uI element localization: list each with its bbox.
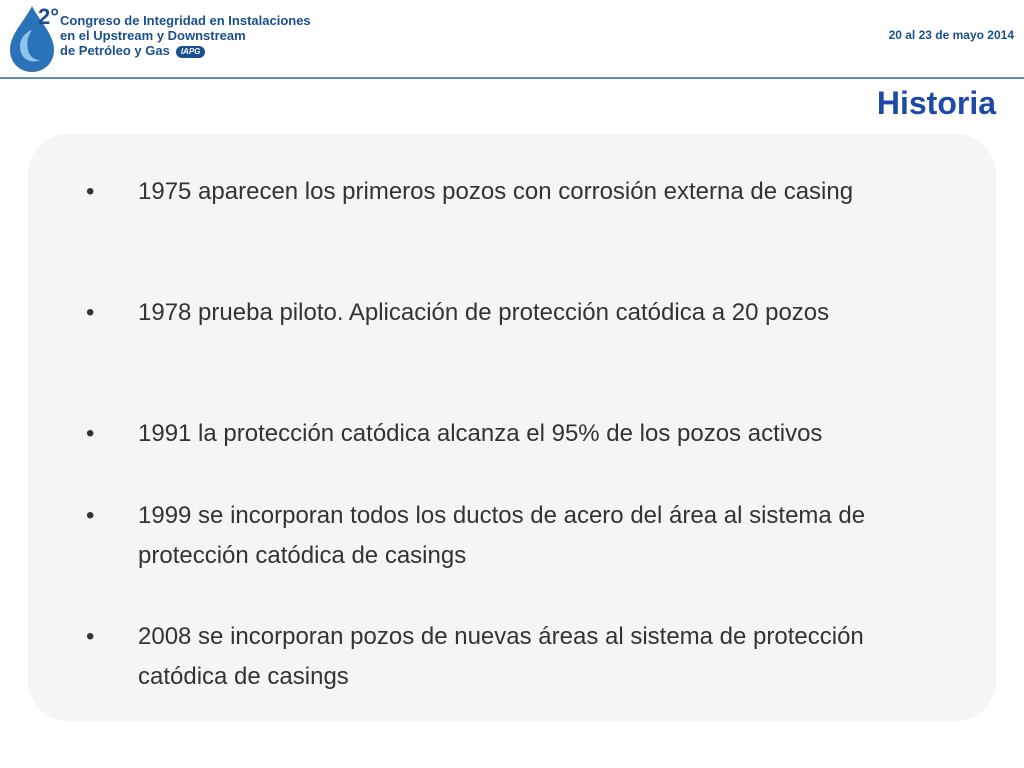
logo-number: 2° [38,4,60,29]
logo-text [60,13,311,58]
event-date: 20 al 23 de mayo 2014 [888,28,1014,42]
bullet-dot: • [86,502,95,529]
congress-logo [6,0,311,74]
bullet-text: 1999 se incorporan todos los ductos de acero del área al sistema de protección catódica de casings [138,502,866,569]
logo-line-2: en el Upstream y Downstream [60,28,246,43]
bullet-text: 1991 la protección catódica alcanza el 95% de los pozos activos [138,420,823,447]
header-divider [0,77,1024,79]
bullet-dot: • [86,420,95,447]
logo-line-1: Congreso de Integridad en Instalaciones [60,13,311,28]
logo-line-3 [60,43,311,58]
bullet-text: 1975 aparecen los primeros pozos con corrosión externa de casing [138,178,854,205]
iapg-badge: IAPG [176,46,206,58]
bullet-dot: • [86,178,95,205]
slide-title: Historia [876,85,996,121]
bullet-text: 2008 se incorporan pozos de nuevas áreas al sistema de protección catódica de casings [138,623,864,690]
water-drop-logo-icon [6,0,66,74]
slide-header [0,0,1024,78]
logo-line-3-text: de Petróleo y Gas [60,43,170,58]
bullet-dot: • [86,623,95,650]
content-panel [28,134,996,721]
bullet-dot: • [86,299,95,326]
bullet-text: 1978 prueba piloto. Aplicación de protección catódica a 20 pozos [138,299,830,326]
